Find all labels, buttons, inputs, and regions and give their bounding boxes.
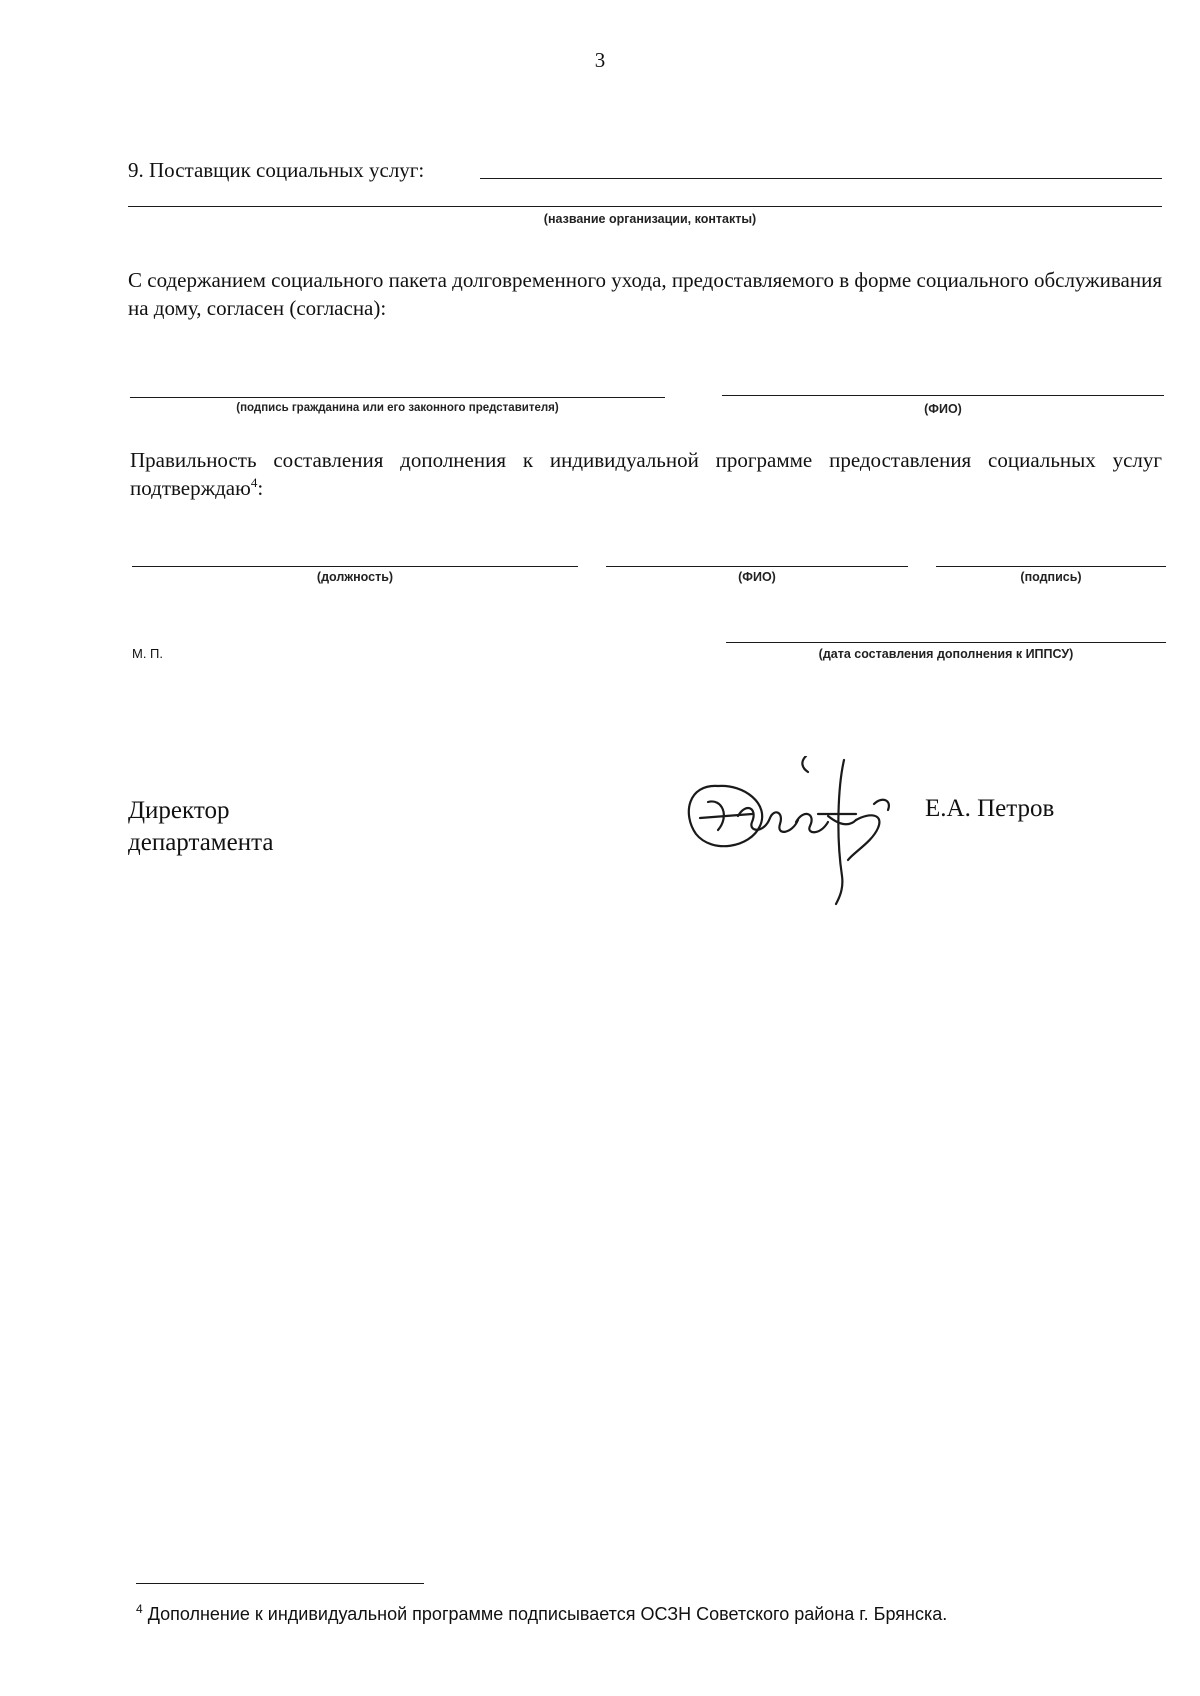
confirm-signature-line[interactable] xyxy=(936,566,1166,567)
footnote-separator xyxy=(136,1583,424,1584)
section9-label: 9. Поставщик социальных услуг: xyxy=(128,158,425,182)
date-caption: (дата составления дополнения к ИППСУ) xyxy=(818,647,1074,661)
consent-fio-line[interactable] xyxy=(722,395,1164,396)
footnote xyxy=(136,1604,947,1625)
consent-signature-caption: (подпись гражданина или его законного представителя) xyxy=(236,402,559,414)
footnote-ref: 4 xyxy=(250,475,258,490)
section9-second-line[interactable] xyxy=(128,206,1162,207)
date-line[interactable] xyxy=(726,642,1166,643)
director-title-line1: Директор xyxy=(128,797,230,824)
confirm-fio-line[interactable] xyxy=(606,566,908,567)
consent-fio-caption: (ФИО) xyxy=(924,402,962,416)
position-line[interactable] xyxy=(132,566,578,567)
confirm-fio-caption: (ФИО) xyxy=(738,570,776,584)
confirm-signature-caption: (подпись) xyxy=(1020,570,1082,584)
director-title xyxy=(128,795,273,859)
confirm-text-end: : xyxy=(257,476,264,500)
consent-text: С содержанием социального пакета долговременного ухода, предоставляемого в форме социального обслуживания на дому, согласен (согласна): xyxy=(128,268,1162,320)
confirm-text xyxy=(130,446,1162,502)
section9-caption: (название организации, контакты) xyxy=(543,212,757,226)
confirm-text-main: Правильность составления дополнения к индивидуальной программе предоставления социальных услуг подтверждаю xyxy=(130,448,1162,500)
director-name: Е.А. Петров xyxy=(925,795,1055,822)
position-caption: (должность) xyxy=(316,570,394,584)
footnote-text: Дополнение к индивидуальной программе подписывается ОСЗН Советского района г. Брянска. xyxy=(147,1604,948,1624)
director-title-line2: департамента xyxy=(128,829,274,856)
page-number: 3 xyxy=(594,48,606,72)
director-signature xyxy=(678,756,918,906)
consent-signature-line[interactable] xyxy=(130,397,665,398)
stamp-label: М. П. xyxy=(132,646,164,661)
footnote-number: 4 xyxy=(136,1602,143,1616)
section9-fill-line[interactable] xyxy=(480,178,1162,179)
